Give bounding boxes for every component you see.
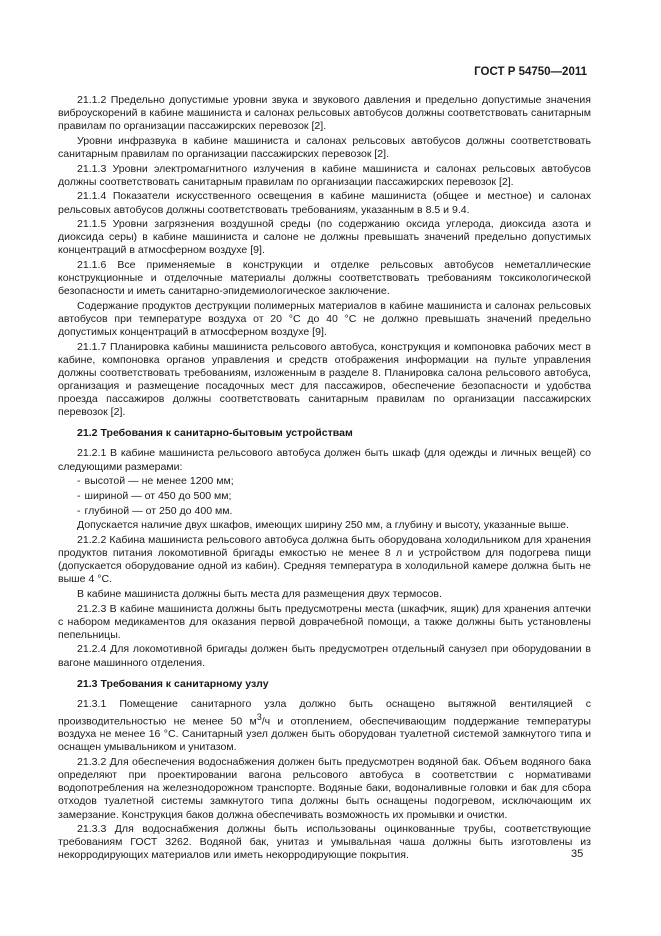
list-item-text: глубиной — от 250 до 400 мм. [84,504,233,517]
section-heading-21-3: 21.3 Требования к санитарному узлу [77,677,269,690]
paragraph-21-3-3: 21.3.3 Для водоснабжения должны быть использованы оцинкованные трубы, соответствующие требованиям ГОСТ 3262. Водяной бак, унитаз и умывальная чаша должны быть изготовлены из некорродирующих материалов или иметь некорродирующие покрытия. [58,823,591,862]
list-item [58,475,591,488]
list-dash: - [77,489,81,502]
paragraph-21-1-7: 21.1.7 Планировка кабины машиниста рельсового автобуса, конструкция и компоновка рабочих мест в кабине, компоновка органов управления и средств отображения информации на пульте управления должны соответствовать требованиям, изложенным в разделе 8. Планировка салона рельсового автобуса, организация и размещение посадочных мест для пассажиров, обеспечение безопасности и удобства проезда пассажиров должны соответствовать санитарным правилам по организации пассажирских перевозок [2]. [58,340,591,419]
paragraph-21-1-3: 21.1.3 Уровни электромагнитного излучения в кабине машиниста и салонах рельсовых автобусов должны соответствовать санитарным правилам по организации пассажирских перевозок [2]. [58,162,591,188]
list-item-text: шириной — от 450 до 500 мм; [84,489,232,502]
paragraph-21-1-5: 21.1.5 Уровни загрязнения воздушной среды (по содержанию оксида углерода, диоксида азота и диоксида серы) в кабине машиниста и салоне не должны превышать значений предельно допустимых концентраций в атмосферном воздухе [9]. [58,218,591,257]
paragraph-21-3-1-start: 21.3.1 Помещение санитарного узла должно быть оснащено вытяжной вентиляцией с производительностью не менее 50 м [58,697,591,728]
list-dash: - [77,475,81,488]
list-item-text: высотой — не менее 1200 мм; [84,475,234,488]
paragraph-21-1-6: 21.1.6 Все применяемые в конструкции и отделке рельсовых автобусов неметаллические конструкционные и отделочные материалы должны соответствовать требованиям токсикологической безопасности и иметь санитарно-эпидемиологическое заключение. [58,259,591,298]
paragraph-21-1-2: 21.1.2 Предельно допустимые уровни звука и звукового давления и предельно допустимые значения виброускорений в кабине машиниста и салонах рельсовых автобусов должны соответствовать санитарным правилам по организации пассажирских перевозок [2]. [58,94,591,133]
paragraph-infrasound: Уровни инфразвука в кабине машиниста и салонах рельсовых автобусов должны соответствовать санитарным правилам по организации пассажирских перевозок [2]. [58,134,591,160]
page-number: 35 [571,848,584,860]
paragraph-thermos: В кабине машиниста должны быть места для размещения двух термосов. [77,587,442,600]
paragraph-polymer-destruction: Содержание продуктов деструкции полимерных материалов в кабине машиниста и салонах рельсовых автобусов при температуре воздуха от 20 °С до 40 °С не должно превышать значений предельно допустимых концентраций в атмосферном воздухе [9]. [58,299,591,339]
paragraph-21-2-4: 21.2.4 Для локомотивной бригады должен быть предусмотрен отдельный санузел при оборудовании в вагоне машинного отделения. [58,643,591,669]
section-heading-21-2: 21.2 Требования к санитарно-бытовым устройствам [77,427,353,440]
list-item [58,505,591,518]
document-body [58,94,591,864]
document-code-header: ГОСТ Р 54750—2011 [474,66,587,78]
list-dash: - [77,504,81,517]
paragraph-21-3-2: 21.3.2 Для обеспечения водоснабжения должен быть предусмотрен водяной бак. Объем водяного бака определяют при проектировании вагона рельсового автобуса в соответствии с нормативами водопотребления на железнодорожном транспорте. Водяные баки, водоналивные головки и бак для сбора отходов туалетной системы замкнутого типа должны быть оснащены подогревом, исключающим их замерзание. Конструкция баков должна обеспечивать возможность их промывки и очистки. [58,756,591,821]
paragraph-two-cabinets: Допускается наличие двух шкафов, имеющих ширину 250 мм, а глубину и высоту, указанные выше. [77,519,569,532]
paragraph-21-2-2: 21.2.2 Кабина машиниста рельсового автобуса должна быть оборудована холодильником для хранения продуктов питания локомотивной бригады емкостью не менее 8 л и устройством для подогрева пищи (допускается оборудование одной из кабин). Средняя температура в холодильной камере должна быть не выше 4 °С. [58,533,591,586]
cubic-superscript: 3 [256,711,262,722]
paragraph-21-2-3: 21.2.3 В кабине машиниста должны быть предусмотрены места (шкафчик, ящик) для хранения аптечки с набором медикаментов для оказания первой доврачебной помощи, а также должны быть установлены пепельницы. [58,602,591,641]
paragraph-21-1-4: 21.1.4 Показатели искусственного освещения в кабине машиниста (общее и местное) и салонах рельсовых автобусов должны соответствовать требованиям, указанным в 8.5 и 9.4. [58,190,591,216]
paragraph-21-2-1: 21.2.1 В кабине машиниста рельсового автобуса должен быть шкаф (для одежды и личных вещей) со следующими размерами: [58,447,591,473]
paragraph-21-3-1-end: /ч и отоплением, обеспечивающим поддержание температуры воздуха не менее 16 °С. Санитарный узел должен быть оборудован туалетной системой замкнутого типа и оснащен умывальником и унитазом. [58,715,591,754]
list-item [58,490,591,503]
paragraph-21-3-1 [58,698,591,755]
dimensions-list [58,475,591,517]
